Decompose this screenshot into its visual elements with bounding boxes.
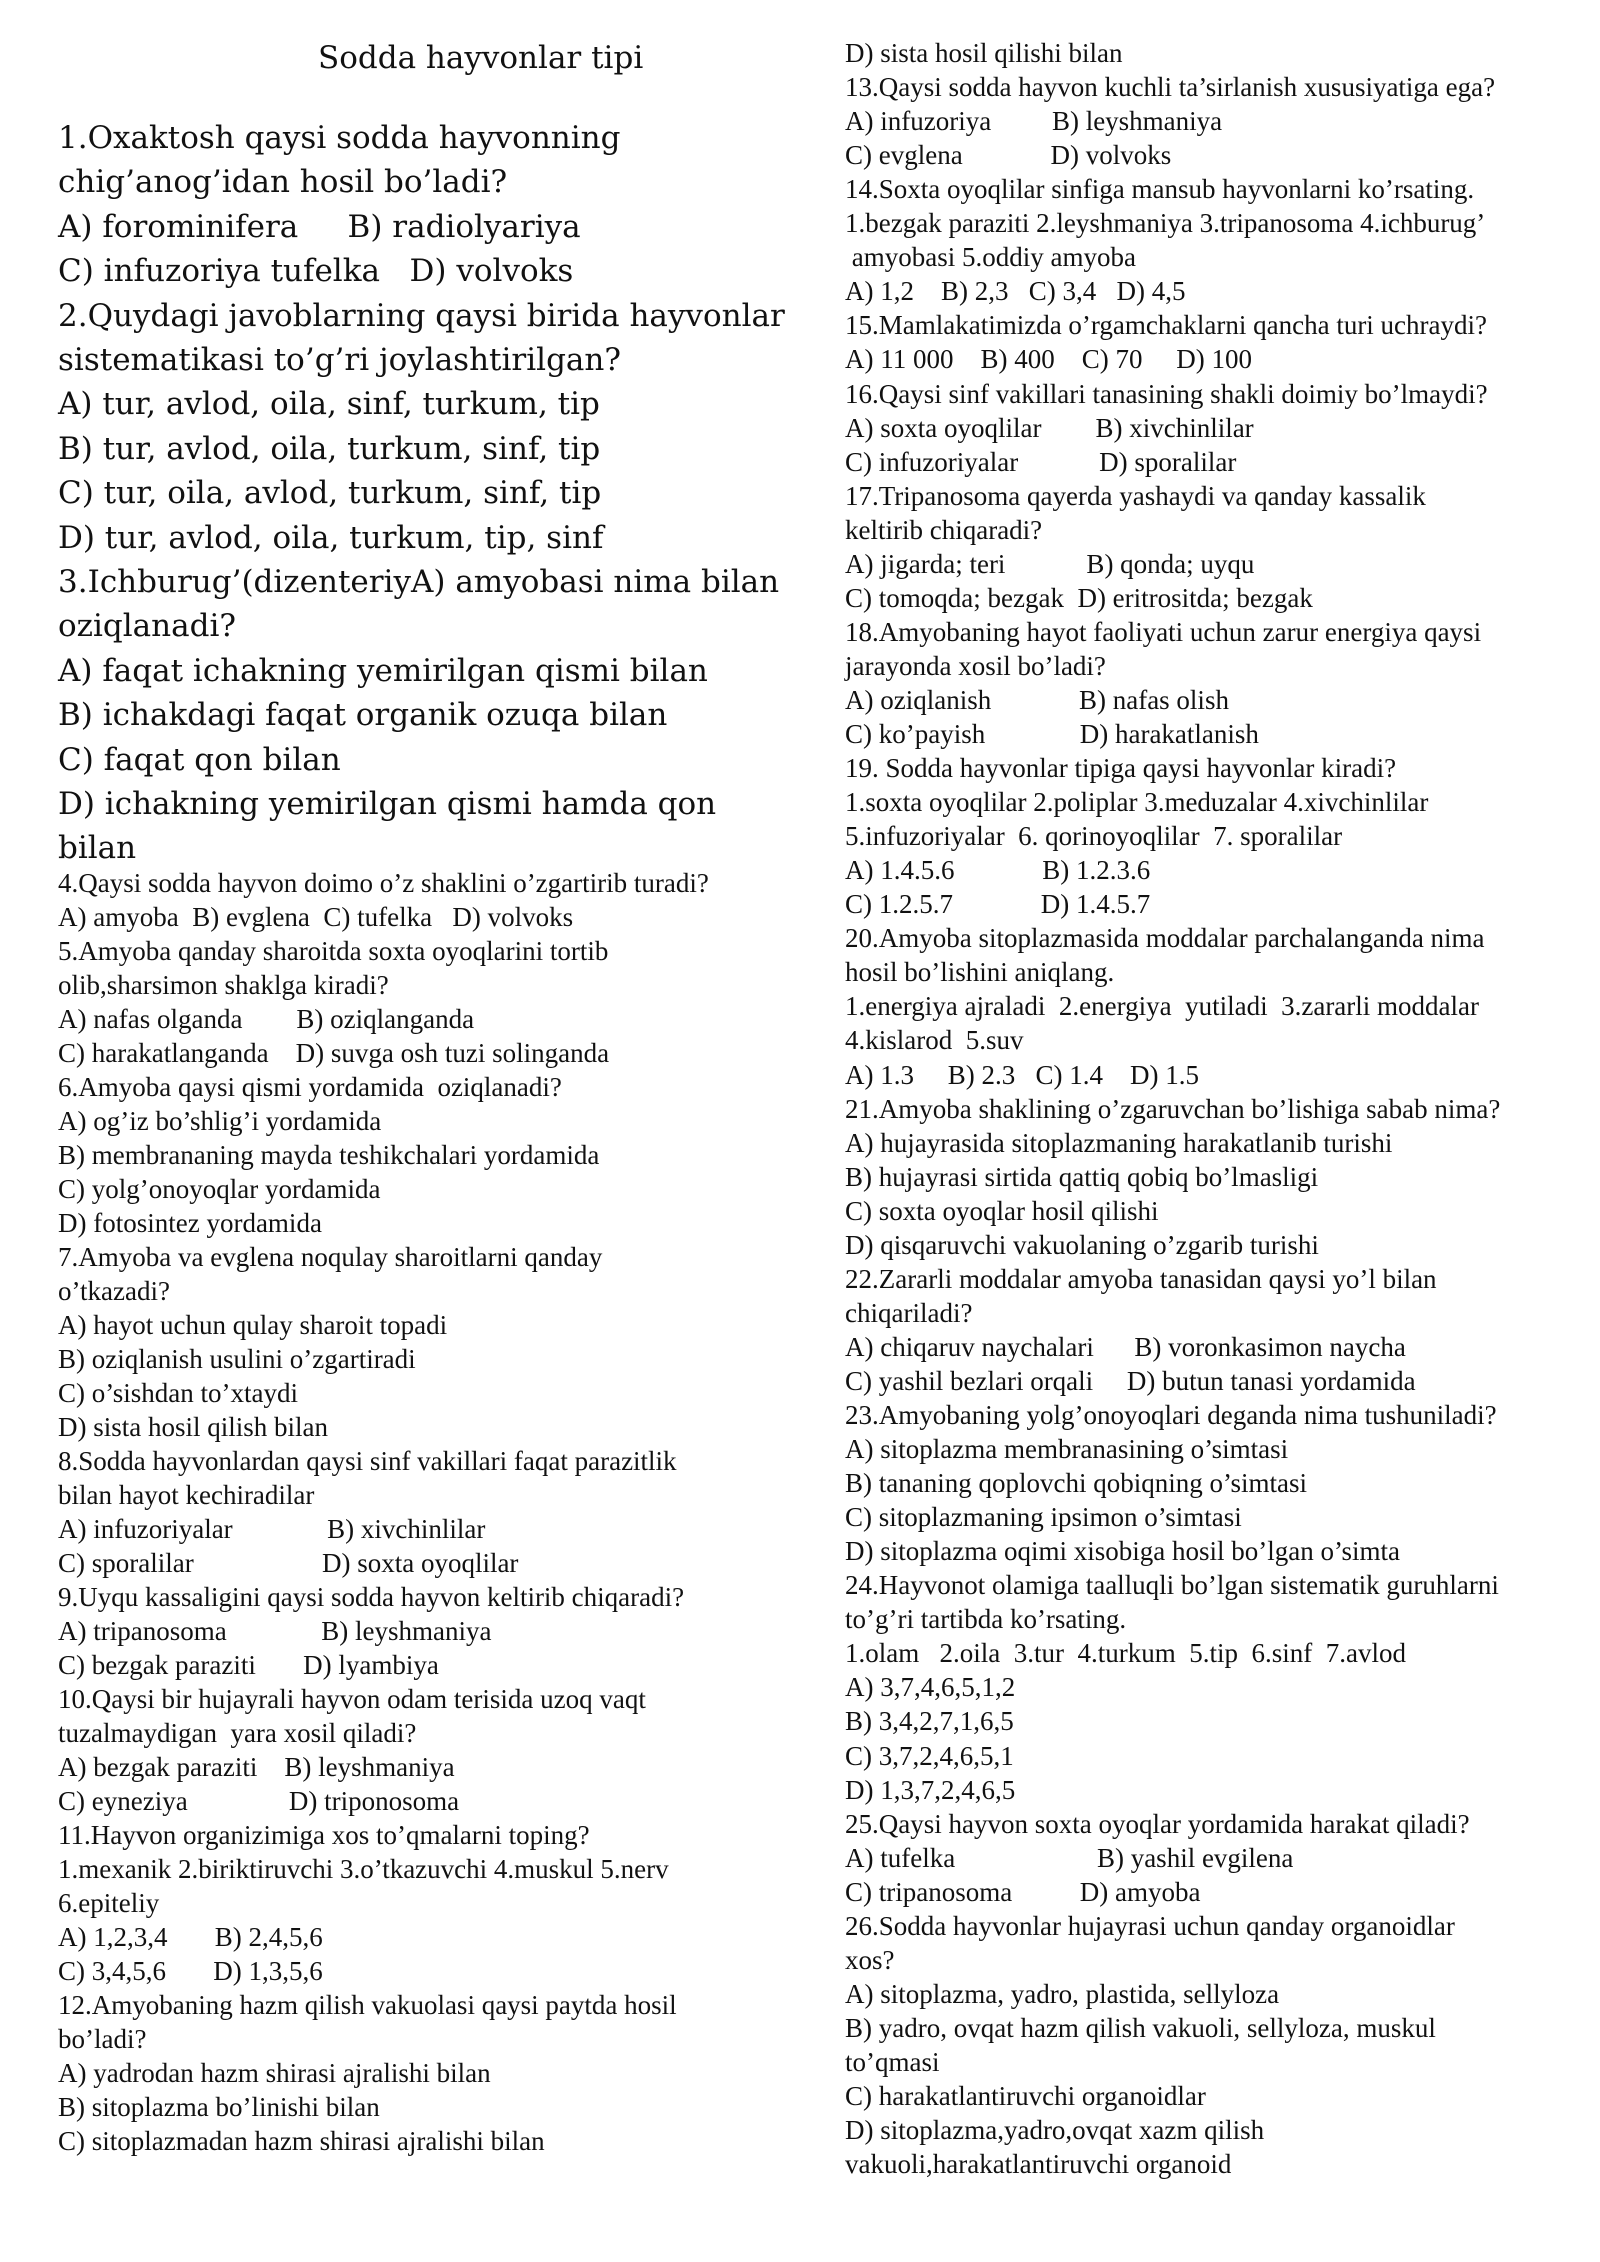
text-line: A) nafas olganda B) oziqlanganda	[58, 1004, 475, 1034]
text-line: A) 3,7,4,6,5,1,2	[845, 1672, 1016, 1703]
text-line: 1.Oxaktosh qaysi sodda hayvonning	[58, 120, 621, 156]
text-line: B) sitoplazma bo’linishi bilan	[58, 2092, 380, 2122]
text-line: B) ichakdagi faqat organik ozuqa bilan	[58, 697, 668, 734]
text-line: 26.Sodda hayvonlar hujayrasi uchun qanday organoidlar	[845, 1910, 1455, 1941]
text-line: 17.Tripanosoma qayerda yashaydi va qanday kassalik	[845, 480, 1426, 511]
text-line: A) 1.4.5.6 B) 1.2.3.6	[845, 855, 1151, 886]
text-line: to’qmasi	[845, 2046, 940, 2077]
text-line: chiqariladi?	[845, 1297, 973, 1328]
text-line: C) eyneziya D) triponosoma	[58, 1786, 460, 1816]
text-line: B) membrananing mayda teshikchalari yordamida	[58, 1140, 600, 1170]
text-line: to’g’ri tartibda ko’rsating.	[845, 1604, 1127, 1635]
text-line: oziqlanadi?	[58, 608, 236, 645]
text-line: A) forominifera B) radiolyariya	[58, 208, 581, 245]
text-line: C) harakatlanganda D) suvga osh tuzi solinganda	[58, 1038, 610, 1068]
text-line: bilan hayot kechiradilar	[58, 1480, 315, 1510]
text-line: 12.Amyobaning hazm qilish vakuolasi qaysi paytda hosil	[58, 1990, 677, 2020]
text-line: keltirib chiqaradi?	[845, 514, 1043, 545]
text-line: 21.Amyoba shaklining o’zgaruvchan bo’lishiga sabab nima?	[845, 1093, 1501, 1124]
text-line: 20.Amyoba sitoplazmasida moddalar parchalanganda nima	[845, 923, 1485, 954]
text-line: 19. Sodda hayvonlar tipiga qaysi hayvonlar kiradi?	[845, 753, 1397, 784]
text-line: bilan	[58, 830, 137, 867]
text-line: 6.epiteliy	[58, 1888, 160, 1918]
text-line: 5.infuzoriyalar 6. qorinoyoqlilar 7. sporalilar	[845, 821, 1343, 852]
text-line: C) 3,4,5,6 D) 1,3,5,6	[58, 1956, 323, 1986]
text-line: D) qisqaruvchi vakuolaning o’zgarib turishi	[845, 1229, 1319, 1260]
text-line: 4.Qaysi sodda hayvon doimo o’z shaklini o’zgartirib turadi?	[58, 868, 709, 898]
text-line: C) faqat qon bilan	[58, 741, 341, 778]
text-line: olib,sharsimon shaklga kiradi?	[58, 970, 389, 1000]
text-line: 7.Amyoba va evglena noqulay sharoitlarni qanday	[58, 1242, 603, 1272]
text-line: 22.Zararli moddalar amyoba tanasidan qaysi yo’l bilan	[845, 1263, 1437, 1294]
text-line: D) sista hosil qilishi bilan	[845, 38, 1123, 68]
text-line: D) sitoplazma oqimi xisobiga hosil bo’lgan o’simta	[845, 1536, 1400, 1567]
text-line: 2.Quydagi javoblarning qaysi birida hayvonlar	[58, 297, 785, 334]
text-line: D) ichakning yemirilgan qismi hamda qon	[58, 786, 717, 822]
text-line: C) yashil bezlari orqali D) butun tanasi yordamida	[845, 1365, 1416, 1396]
text-line: C) tomoqda; bezgak D) eritrositda; bezgak	[845, 582, 1313, 613]
text-line: C) tripanosoma D) amyoba	[845, 1876, 1201, 1907]
text-line: 14.Soxta oyoqlilar sinfiga mansub hayvonlarni ko’rsating.	[845, 174, 1475, 205]
text-line: A) hayot uchun qulay sharoit topadi	[58, 1310, 448, 1340]
text-line: sistematikasi to’g’ri joylashtirilgan?	[58, 342, 621, 378]
text-line: 16.Qaysi sinf vakillari tanasining shakli doimiy bo’lmaydi?	[845, 378, 1488, 409]
text-line: B) tur, avlod, oila, turkum, sinf, tip	[58, 430, 601, 467]
text-line: A) infuzoriyalar B) xivchinlilar	[58, 1514, 486, 1544]
text-line: o’tkazadi?	[58, 1276, 170, 1306]
text-line: C) sitoplazmaning ipsimon o’simtasi	[845, 1502, 1242, 1533]
text-line: 1.energiya ajraladi 2.energiya yutiladi 3.zararli moddalar	[845, 991, 1479, 1022]
text-line: D) fotosintez yordamida	[58, 1208, 322, 1238]
text-line: A) sitoplazma membranasining o’simtasi	[845, 1434, 1289, 1465]
text-line: 1.bezgak paraziti 2.leyshmaniya 3.tripanosoma 4.ichburug’	[845, 208, 1486, 239]
text-line: vakuoli,harakatlantiruvchi organoid	[845, 2149, 1232, 2180]
text-line: A) infuzoriya B) leyshmaniya	[845, 106, 1223, 137]
text-line: C) infuzoriyalar D) sporalilar	[845, 446, 1237, 477]
text-line: C) soxta oyoqlar hosil qilishi	[845, 1195, 1159, 1226]
text-line: 6.Amyoba qaysi qismi yordamida oziqlanadi?	[58, 1072, 562, 1102]
text-line: 15.Mamlakatimizda o’rgamchaklarni qancha turi uchraydi?	[845, 310, 1488, 341]
text-line: D) sitoplazma,yadro,ovqat xazm qilish	[845, 2115, 1265, 2146]
text-line: C) evglena D) volvoks	[845, 140, 1172, 171]
text-line: C) sitoplazmadan hazm shirasi ajralishi bilan	[58, 2126, 545, 2156]
text-line: 3.Ichburug’(dizenteriyA) amyobasi nima bilan	[58, 564, 780, 600]
text-line: D) sista hosil qilish bilan	[58, 1412, 328, 1442]
text-line: 9.Uyqu kassaligini qaysi sodda hayvon keltirib chiqaradi?	[58, 1582, 685, 1612]
text-line: 5.Amyoba qanday sharoitda soxta oyoqlarini tortib	[58, 936, 609, 966]
text-line: jarayonda xosil bo’ladi?	[845, 650, 1106, 681]
text-line: A) yadrodan hazm shirasi ajralishi bilan	[58, 2058, 491, 2088]
text-line: 25.Qaysi hayvon soxta oyoqlar yordamida harakat qiladi?	[845, 1808, 1470, 1839]
text-line: A) faqat ichakning yemirilgan qismi bilan	[58, 652, 708, 689]
text-line: 23.Amyobaning yolg’onoyoqlari deganda nima tushuniladi?	[845, 1400, 1497, 1430]
text-line: hosil bo’lishini aniqlang.	[845, 957, 1115, 988]
text-line: B) yadro, ovqat hazm qilish vakuoli, sellyloza, muskul	[845, 2012, 1436, 2043]
text-line: C) bezgak paraziti D) lyambiya	[58, 1650, 439, 1680]
text-line: C) ko’payish D) harakatlanish	[845, 719, 1259, 749]
text-line: C) 3,7,2,4,6,5,1	[845, 1740, 1014, 1771]
text-line: D) 1,3,7,2,4,6,5	[845, 1774, 1016, 1805]
text-line: A) sitoplazma, yadro, plastida, sellyloza	[845, 1978, 1280, 2009]
text-line: A) 1,2 B) 2,3 C) 3,4 D) 4,5	[845, 276, 1186, 307]
text-line: 1.mexanik 2.biriktiruvchi 3.o’tkazuvchi 4.muskul 5.nerv	[58, 1854, 669, 1884]
text-line: 13.Qaysi sodda hayvon kuchli ta’sirlanish xususiyatiga ega?	[845, 72, 1496, 103]
text-line: A) amyoba B) evglena C) tufelka D) volvoks	[58, 902, 574, 932]
text-line: A) tur, avlod, oila, sinf, turkum, tip	[58, 386, 600, 423]
text-line: C) o’sishdan to’xtaydi	[58, 1378, 298, 1408]
text-line: C) yolg’onoyoqlar yordamida	[58, 1174, 381, 1204]
text-line: 11.Hayvon organizimiga xos to’qmalarni toping?	[58, 1820, 590, 1850]
text-line: A) jigarda; teri B) qonda; uyqu	[845, 548, 1255, 579]
text-line: 4.kislarod 5.suv	[845, 1025, 1024, 1056]
text-line: chig’anog’idan hosil bo’ladi?	[58, 164, 508, 201]
text-line: 1.olam 2.oila 3.tur 4.turkum 5.tip 6.sinf 7.avlod	[845, 1638, 1406, 1669]
text-line: A) tripanosoma B) leyshmaniya	[58, 1616, 492, 1646]
text-line: D) tur, avlod, oila, turkum, tip, sinf	[58, 519, 604, 556]
text-line: 8.Sodda hayvonlardan qaysi sinf vakillari faqat parazitlik	[58, 1446, 677, 1476]
page-title: Sodda hayvonlar tipi	[318, 40, 644, 76]
text-line: amyobasi 5.oddiy amyoba	[845, 242, 1136, 273]
text-line: C) sporalilar D) soxta oyoqlilar	[58, 1548, 519, 1578]
text-line: A) bezgak paraziti B) leyshmaniya	[58, 1752, 455, 1782]
text-line: B) tananing qoplovchi qobiqning o’simtasi	[845, 1468, 1307, 1499]
text-line: A) hujayrasida sitoplazmaning harakatlanib turishi	[845, 1127, 1393, 1158]
text-line: 18.Amyobaning hayot faoliyati uchun zarur energiya qaysi	[845, 616, 1482, 647]
text-line: C) 1.2.5.7 D) 1.4.5.7	[845, 889, 1151, 920]
text-line: B) 3,4,2,7,1,6,5	[845, 1706, 1014, 1737]
text-line: A) 1.3 B) 2.3 C) 1.4 D) 1.5	[845, 1059, 1199, 1090]
text-line: A) og’iz bo’shlig’i yordamida	[58, 1106, 382, 1136]
text-line: A) oziqlanish B) nafas olish	[845, 684, 1229, 715]
text-line: tuzalmaydigan yara xosil qiladi?	[58, 1718, 417, 1748]
text-line: A) tufelka B) yashil evgilena	[845, 1842, 1294, 1873]
text-line: 1.soxta oyoqlilar 2.poliplar 3.meduzalar 4.xivchinlilar	[845, 787, 1429, 818]
text-line: bo’ladi?	[58, 2024, 147, 2054]
text-line: A) 1,2,3,4 B) 2,4,5,6	[58, 1922, 323, 1952]
text-line: xos?	[845, 1944, 895, 1975]
text-line: 24.Hayvonot olamiga taalluqli bo’lgan sistematik guruhlarni	[845, 1570, 1499, 1601]
text-line: C) tur, oila, avlod, turkum, sinf, tip	[58, 475, 602, 512]
text-line: C) harakatlantiruvchi organoidlar	[845, 2081, 1206, 2111]
text-line: B) oziqlanish usulini o’zgartiradi	[58, 1344, 416, 1374]
text-line: A) 11 000 B) 400 C) 70 D) 100	[845, 344, 1252, 375]
text-line: A) soxta oyoqlilar B) xivchinlilar	[845, 412, 1254, 443]
text-line: A) chiqaruv naychalari B) voronkasimon naycha	[845, 1331, 1406, 1362]
text-line: 10.Qaysi bir hujayrali hayvon odam terisida uzoq vaqt	[58, 1684, 646, 1714]
text-line: C) infuzoriya tufelka D) volvoks	[58, 253, 574, 290]
text-line: B) hujayrasi sirtida qattiq qobiq bo’lmasligi	[845, 1161, 1319, 1192]
